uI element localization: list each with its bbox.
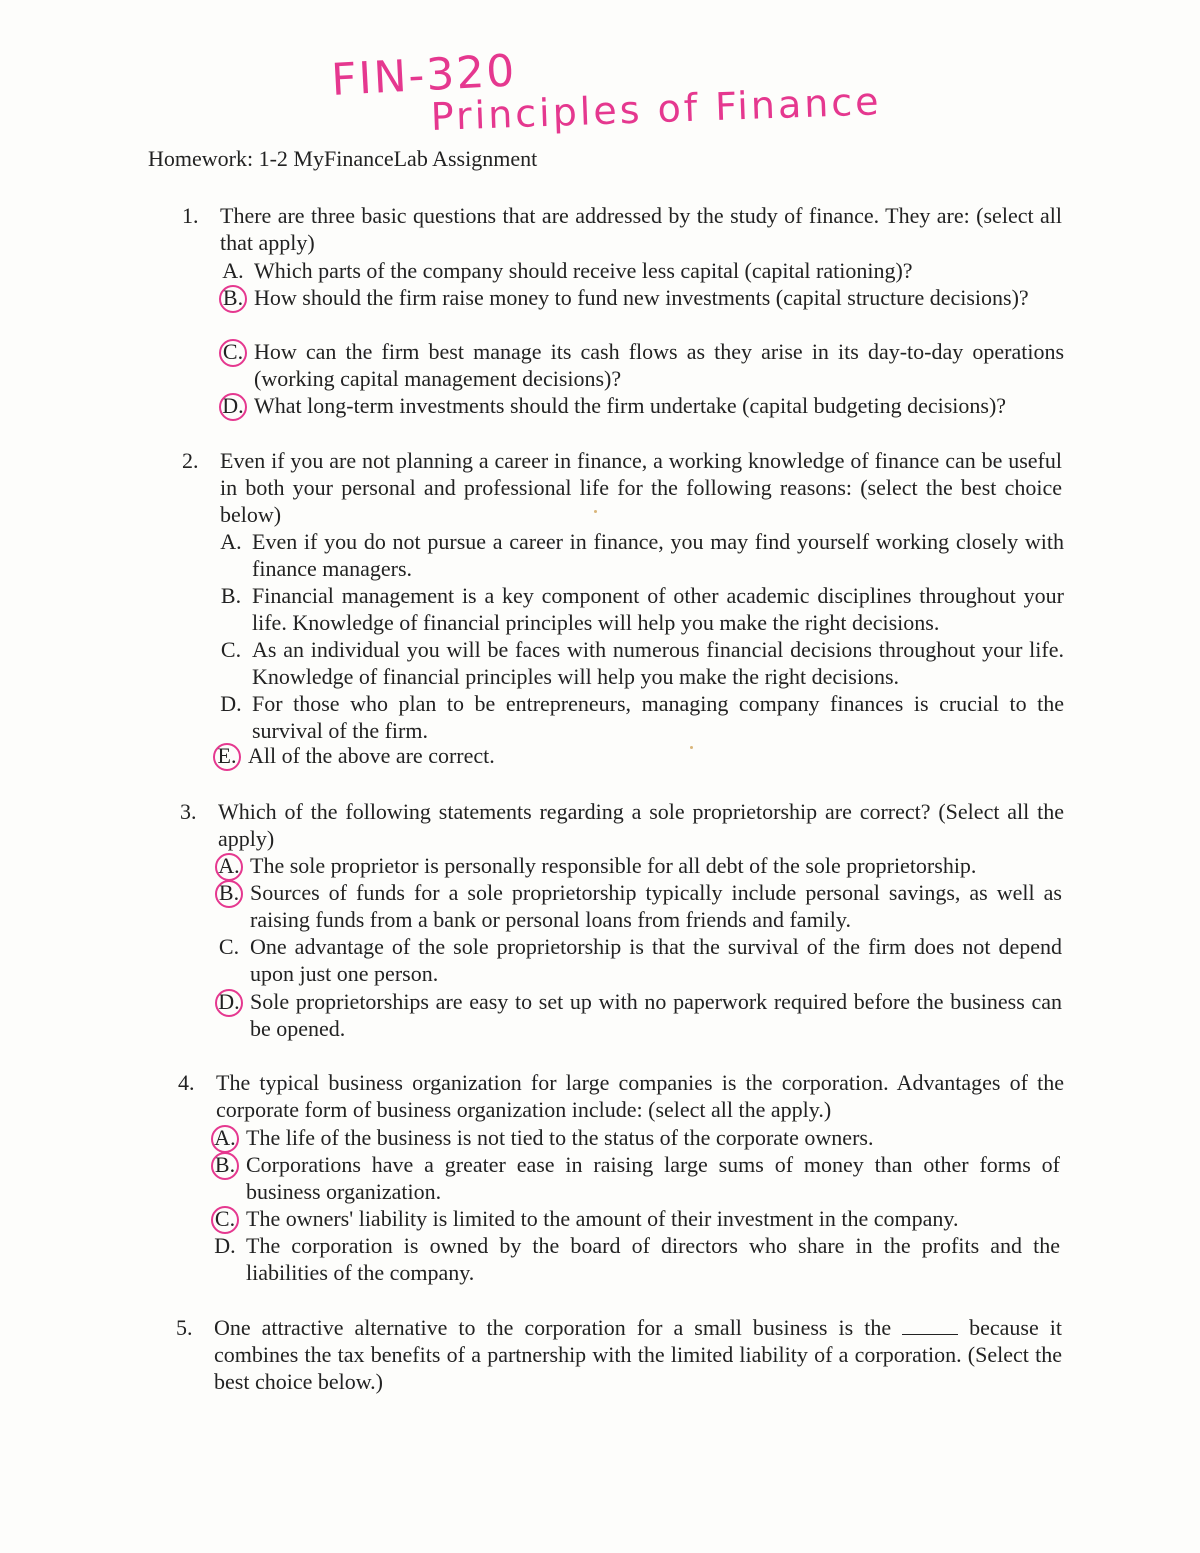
- option-letter-circled: A.: [214, 852, 244, 879]
- fill-in-blank: [902, 1316, 958, 1335]
- option-text: Corporations have a greater ease in raising large sums of money than other forms of business organization.: [246, 1152, 1060, 1204]
- option-letter: C.: [220, 637, 242, 662]
- question-text: There are three basic questions that are addressed by the study of finance. They are: (select all that apply): [220, 203, 1062, 255]
- handwritten-course-code: FIN-320: [330, 45, 518, 106]
- question-text: Which of the following statements regarding a sole proprietorship are correct? (Select all the apply): [218, 799, 1064, 851]
- option-letter: C.: [218, 934, 240, 959]
- question-text-before-blank: One attractive alternative to the corporation for a small business is the: [214, 1315, 892, 1340]
- option-text: What long-term investments should the firm undertake (capital budgeting decisions)?: [254, 393, 1007, 418]
- option-text: How can the firm best manage its cash flows as they arise in its day-to-day operations (working capital management decisions)?: [254, 339, 1064, 391]
- option-text: Which parts of the company should receive less capital (capital rationing)?: [254, 258, 913, 283]
- question-text: Even if you are not planning a career in finance, a working knowledge of finance can be useful in both your personal and professional life for the following reasons: (select the best choice below): [220, 448, 1062, 527]
- option-letter: D.: [214, 1233, 236, 1258]
- option-letter: A.: [222, 258, 244, 283]
- option-letter-circled: B.: [210, 1151, 240, 1178]
- option-text: All of the above are correct.: [248, 743, 495, 768]
- homework-header: Homework: 1-2 MyFinanceLab Assignment: [148, 146, 538, 171]
- option-letter: A.: [220, 529, 242, 554]
- question-number: 3.: [180, 799, 197, 824]
- option-letter: D.: [220, 691, 242, 716]
- question-number: 4.: [178, 1070, 195, 1095]
- option-text: Sole proprietorships are easy to set up with no paperwork required before the business can be opened.: [250, 989, 1062, 1041]
- option-letter-circled: C.: [218, 338, 248, 365]
- option-letter-circled: B.: [214, 879, 244, 906]
- option-text: Financial management is a key component of other academic disciplines throughout your life. Knowledge of financial principles will help you make the right decisions.: [252, 583, 1064, 635]
- option-letter-circled: D.: [214, 988, 244, 1015]
- question-text: The typical business organization for large companies is the corporation. Advantages of the corporate form of business organization include: (select all the apply.): [216, 1070, 1064, 1122]
- option-letter-circled: B.: [218, 284, 248, 311]
- option-letter-circled: D.: [218, 392, 248, 419]
- question-number: 5.: [176, 1315, 193, 1340]
- option-text: The owners' liability is limited to the amount of their investment in the company.: [246, 1206, 959, 1231]
- option-text: Sources of funds for a sole proprietorship typically include personal savings, as well as raising funds from a bank or personal loans from friends and family.: [250, 880, 1062, 932]
- option-text: The life of the business is not tied to the status of the corporate owners.: [246, 1125, 874, 1150]
- option-text: One advantage of the sole proprietorship is that the survival of the firm does not depend upon just one person.: [250, 934, 1062, 986]
- option-letter: B.: [220, 583, 242, 608]
- question-number: 1.: [182, 203, 199, 228]
- option-text: How should the firm raise money to fund new investments (capital structure decisions)?: [254, 285, 1029, 310]
- question-number: 2.: [182, 448, 199, 473]
- question-text: [214, 1314, 1062, 1395]
- option-letter-circled: A.: [210, 1124, 240, 1151]
- option-text: Even if you do not pursue a career in finance, you may find yourself working closely with finance managers.: [252, 529, 1064, 581]
- option-letter-circled: E.: [212, 742, 242, 769]
- option-text: The corporation is owned by the board of directors who share in the profits and the liabilities of the company.: [246, 1233, 1060, 1285]
- option-text: The sole proprietor is personally responsible for all debt of the sole proprietorship.: [250, 853, 977, 878]
- option-text: As an individual you will be faces with numerous financial decisions throughout your life. Knowledge of financial principles will help you make the right decisions.: [252, 637, 1064, 689]
- question-text-after-blank: because it combines the tax benefits of a partnership with the limited liability of a corporation. (Select the best choice below.): [214, 1315, 1062, 1394]
- option-letter-circled: C.: [210, 1205, 240, 1232]
- option-text: For those who plan to be entrepreneurs, managing company finances is crucial to the survival of the firm.: [252, 691, 1064, 743]
- handwritten-course-title: Principles of Finance: [430, 79, 883, 139]
